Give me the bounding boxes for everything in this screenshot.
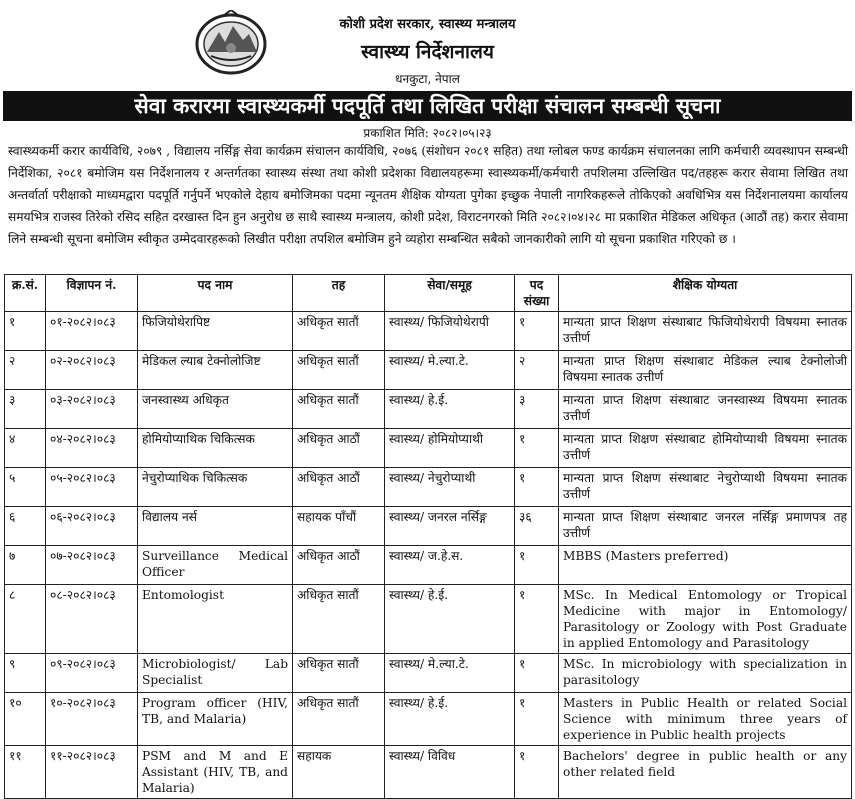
cell-count: १ — [515, 468, 559, 507]
cell-count: १ — [515, 654, 559, 693]
cell-qualification: मान्यता प्राप्त शिक्षण संस्थाबाट मेडिकल ल्याब टेक्नोलोजी विषयमा स्नातक उत्तीर्ण — [559, 351, 852, 390]
cell-ad-no: ०२-२०८२।०८३ — [46, 351, 138, 390]
cell-post: Entomologist — [138, 585, 293, 654]
cell-ad-no: ०९-२०८२।०८३ — [46, 654, 138, 693]
cell-sn: ११ — [5, 746, 46, 799]
cell-level: अधिकृत आठौं — [293, 546, 385, 585]
cell-qualification: मान्यता प्राप्त शिक्षण संस्थाबाट फिजियोथेरापी विषयमा स्नातक उत्तीर्ण — [559, 312, 852, 351]
cell-level: सहायक — [293, 746, 385, 799]
cell-level: सहायक पाँचौं — [293, 507, 385, 546]
cell-ad-no: ०३-२०८२।०८३ — [46, 390, 138, 429]
cell-service: स्वास्थ्य/ नेचुरोप्याथी — [385, 468, 515, 507]
cell-service: स्वास्थ्य/ मे.ल्या.टे. — [385, 654, 515, 693]
notice-body: स्वास्थ्यकर्मी करार कार्यविधि, २०७९ , विद्यालय नर्सिङ्ग सेवा कार्यक्रम संचालन कार्यविधि, २०७६ (संशोधन २०८१ सहित) तथा ग्लोबल फण्ड कार्यक्रम संचालनका लागि कर्मचारी व्यवस्थापन सम्बन्धी निर्देशिका, २०८१ बमोजिम यस निर्देशनालय र अन्तर्गतका स्वास्थ्य संस्था तथा कोशी प्रदेशका विद्यालयहरूमा स्वास्थ्यकर्मी/कर्मचारी तपशिलमा उल्लिखित पद/तहहरू करार सेवामा लिखित तथा अन्तर्वार्ता परीक्षाको माध्यमद्वारा पदपूर्ति गर्नुपर्ने भएकोले देहाय बमोजिमका पदमा न्यूनतम शैक्षिक योग्यता पुगेका इच्छुक नेपाली नागरिकहरूले तोकिएको अवधिभित्र यस निर्देशनालयमा कार्यालय समयभित्र राजस्व तिरेको रसिद सहित दरखास्त दिन हुन अनुरोध छ साथै स्वास्थ्य मन्त्रालय, कोशी प्रदेश, विराटनगरको मिति २०८२।०४।२८ मा प्रकाशित मेडिकल अधिकृत (आठौं तह) करार सेवामा लिने सम्बन्धी सूचना बमोजिम स्वीकृत उम्मेदवारहरूको लिखीत परीक्षा तपशिल बमोजिम हुने व्यहोरा सम्बन्धित सबैको जानकारीको लागि यो सूचना प्रकाशित गरिएको छ । — [8, 144, 848, 246]
cell-count: १ — [515, 693, 559, 746]
col-header-level: तह — [293, 275, 385, 312]
cell-service: स्वास्थ्य/ हे.ई. — [385, 390, 515, 429]
cell-level: अधिकृत सातौं — [293, 585, 385, 654]
col-header-ad-no: विज्ञापन नं. — [46, 275, 138, 312]
cell-post: नेचुरोप्याथिक चिकित्सक — [138, 468, 293, 507]
cell-post: Surveillance Medical Officer — [138, 546, 293, 585]
cell-sn: १० — [5, 693, 46, 746]
letterhead — [0, 0, 855, 90]
cell-count: २ — [515, 351, 559, 390]
cell-post: Microbiologist/ Lab Specialist — [138, 654, 293, 693]
cell-sn: २ — [5, 351, 46, 390]
cell-service: स्वास्थ्य/ हे.ई. — [385, 693, 515, 746]
cell-ad-no: ०८-२०८२।०८३ — [46, 585, 138, 654]
cell-count: १ — [515, 546, 559, 585]
cell-qualification: Masters in Public Health or related Social Science with minimum three years of experience in Public health projects — [559, 693, 852, 746]
cell-sn: ६ — [5, 507, 46, 546]
table-row — [5, 693, 852, 746]
cell-sn: ९ — [5, 654, 46, 693]
cell-post: Program officer (HIV, TB, and Malaria) — [138, 693, 293, 746]
cell-service: स्वास्थ्य/ हे.ई. — [385, 585, 515, 654]
cell-level: अधिकृत सातौं — [293, 390, 385, 429]
cell-sn: ८ — [5, 585, 46, 654]
ministry-name: कोशी प्रदेश सरकार, स्वास्थ्य मन्त्रालय — [339, 17, 516, 32]
cell-qualification: मान्यता प्राप्त शिक्षण संस्थाबाट जनस्वास्थ्य विषयमा स्नातक उत्तीर्ण — [559, 390, 852, 429]
cell-qualification: Bachelors' degree in public health or any other related field — [559, 746, 852, 799]
cell-post: फिजियोथेरापिष्ट — [138, 312, 293, 351]
cell-qualification: मान्यता प्राप्त शिक्षण संस्थाबाट जनरल नर्सिङ्ग प्रमाणपत्र तह उत्तीर्ण — [559, 507, 852, 546]
cell-ad-no: ०१-२०८२।०८३ — [46, 312, 138, 351]
cell-qualification: मान्यता प्राप्त शिक्षण संस्थाबाट होमियोप्याथी विषयमा स्नातक उत्तीर्ण — [559, 429, 852, 468]
cell-post: होमियोप्याथिक चिकित्सक — [138, 429, 293, 468]
cell-ad-no: ०४-२०८२।०८३ — [46, 429, 138, 468]
cell-level: अधिकृत सातौं — [293, 654, 385, 693]
cell-service: स्वास्थ्य/ जनरल नर्सिङ्ग — [385, 507, 515, 546]
col-header-count: पद संख्या — [515, 275, 559, 312]
cell-service: स्वास्थ्य/ ज.हे.स. — [385, 546, 515, 585]
table-row — [5, 546, 852, 585]
published-date: प्रकाशित मिति: २०८२।०५।२३ — [363, 126, 492, 140]
cell-sn: ५ — [5, 468, 46, 507]
cell-service: स्वास्थ्य/ विविध — [385, 746, 515, 799]
cell-sn: ४ — [5, 429, 46, 468]
cell-service: स्वास्थ्य/ फिजियोथेरापी — [385, 312, 515, 351]
cell-count: ३ — [515, 390, 559, 429]
cell-sn: ३ — [5, 390, 46, 429]
cell-count: १ — [515, 312, 559, 351]
col-header-sn: क्र.सं. — [5, 275, 46, 312]
table-row — [5, 507, 852, 546]
cell-service: स्वास्थ्य/ मे.ल्या.टे. — [385, 351, 515, 390]
table-row — [5, 746, 852, 799]
cell-level: अधिकृत आठौं — [293, 468, 385, 507]
cell-sn: १ — [5, 312, 46, 351]
table-row — [5, 429, 852, 468]
notice-title-banner: सेवा करारमा स्वास्थ्यकर्मी पदपूर्ति तथा लिखित परीक्षा संचालन सम्बन्धी सूचना — [3, 91, 852, 121]
cell-count: १ — [515, 746, 559, 799]
cell-qualification: MSc. In microbiology with specialization in parasitology — [559, 654, 852, 693]
table-row — [5, 585, 852, 654]
vacancy-table — [4, 274, 852, 799]
table-row — [5, 468, 852, 507]
table-row — [5, 351, 852, 390]
col-header-qualification: शैक्षिक योग्यता — [559, 275, 852, 312]
cell-qualification: MBBS (Masters preferred) — [559, 546, 852, 585]
cell-qualification: मान्यता प्राप्त शिक्षण संस्थाबाट नेचुरोप्याथी विषयमा स्नातक उत्तीर्ण — [559, 468, 852, 507]
col-header-service: सेवा/समूह — [385, 275, 515, 312]
col-header-post: पद नाम — [138, 275, 293, 312]
cell-count: १ — [515, 429, 559, 468]
cell-ad-no: १०-२०८२।०८३ — [46, 693, 138, 746]
cell-post: विद्यालय नर्स — [138, 507, 293, 546]
cell-count: १ — [515, 585, 559, 654]
cell-post: PSM and M and E Assistant (HIV, TB, and Malaria) — [138, 746, 293, 799]
table-row — [5, 390, 852, 429]
cell-count: ३६ — [515, 507, 559, 546]
cell-ad-no: ०७-२०८२।०८३ — [46, 546, 138, 585]
cell-service: स्वास्थ्य/ होमियोप्याथी — [385, 429, 515, 468]
cell-post: मेडिकल ल्याब टेक्नोलोजिष्ट — [138, 351, 293, 390]
cell-sn: ७ — [5, 546, 46, 585]
cell-post: जनस्वास्थ्य अधिकृत — [138, 390, 293, 429]
cell-level: अधिकृत सातौं — [293, 351, 385, 390]
cell-level: अधिकृत सातौं — [293, 312, 385, 351]
table-header-row — [5, 275, 852, 312]
cell-ad-no: ११-२०८२।०८३ — [46, 746, 138, 799]
cell-level: अधिकृत सातौं — [293, 693, 385, 746]
cell-ad-no: ०५-२०८२।०८३ — [46, 468, 138, 507]
department-name: स्वास्थ्य निर्देशनालय — [361, 41, 494, 63]
cell-qualification: MSc. In Medical Entomology or Tropical Medicine with major in Entomology/ Parasitology or Zoology with Post Graduate in applied Entomology and Parasitology — [559, 585, 852, 654]
office-location: धनकुटा, नेपाल — [395, 72, 460, 86]
table-row — [5, 654, 852, 693]
table-row — [5, 312, 852, 351]
cell-level: अधिकृत आठौं — [293, 429, 385, 468]
cell-ad-no: ०६-२०८२।०८३ — [46, 507, 138, 546]
